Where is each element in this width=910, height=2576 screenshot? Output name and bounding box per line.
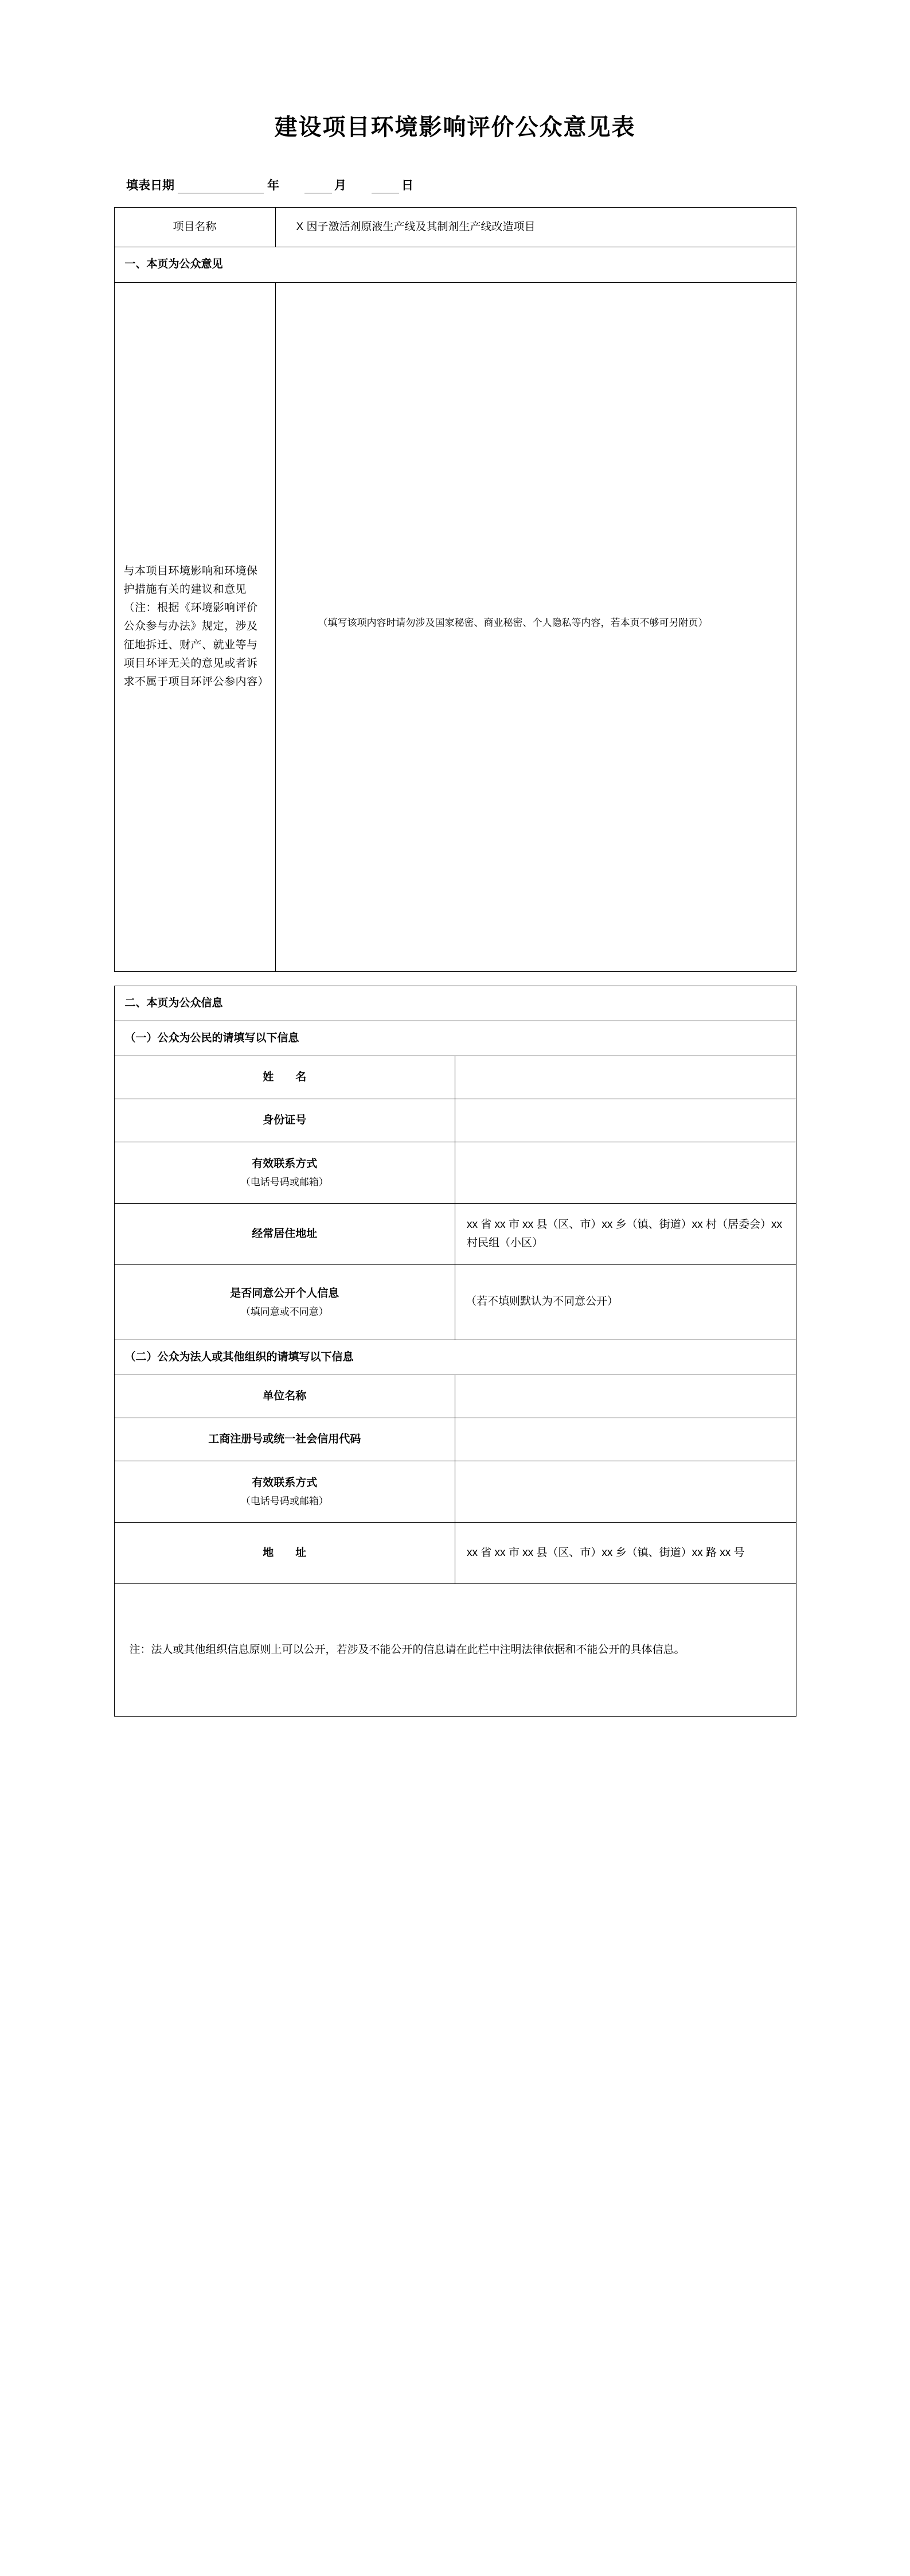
table-row — [114, 1584, 796, 1717]
fill-date-label: 填表日期 — [126, 179, 174, 192]
table-row — [114, 986, 796, 1021]
table-row — [114, 282, 796, 971]
org-address-label: 地 址 — [114, 1523, 455, 1584]
org-name-value[interactable] — [455, 1375, 796, 1418]
table-row — [114, 1523, 796, 1584]
citizen-consent-value[interactable]: （若不填则默认为不同意公开） — [455, 1265, 796, 1340]
org-name-label: 单位名称 — [114, 1375, 455, 1418]
project-name-label: 项目名称 — [114, 208, 275, 247]
org-code-label: 工商注册号或统一社会信用代码 — [114, 1418, 455, 1461]
opinion-input-area[interactable] — [275, 282, 796, 971]
citizen-contact-label-sub: （电话号码或邮箱） — [240, 1176, 329, 1188]
org-contact-label — [114, 1461, 455, 1523]
fill-date-line — [126, 176, 910, 193]
opinion-label: 与本项目环境影响和环境保护措施有关的建议和意见（注：根据《环境影响评价公众参与办法》规定，涉及征地拆迁、财产、就业等与项目环评无关的意见或者诉求不属于项目环评公参内容） — [114, 282, 275, 971]
org-address-value[interactable]: xx 省 xx 市 xx 县（区、市）xx 乡（镇、街道）xx 路 xx 号 — [455, 1523, 796, 1584]
table-row — [114, 1021, 796, 1056]
table-row — [114, 1056, 796, 1099]
citizen-consent-label-main: 是否同意公开个人信息 — [230, 1287, 339, 1299]
subsection-org-title: （二）公众为法人或其他组织的请填写以下信息 — [114, 1340, 796, 1375]
year-blank[interactable] — [178, 181, 264, 193]
citizen-address-value[interactable]: xx 省 xx 市 xx 县（区、市）xx 乡（镇、街道）xx 村（居委会）xx 村民组（小区） — [455, 1204, 796, 1265]
citizen-consent-label-sub: （填同意或不同意） — [240, 1306, 329, 1317]
section-one-title: 一、本页为公众意见 — [114, 247, 796, 282]
public-info-table — [114, 986, 796, 1717]
month-blank[interactable] — [304, 181, 332, 193]
org-footnote: 注：法人或其他组织信息原则上可以公开，若涉及不能公开的信息请在此栏中注明法律依据和不能公开的具体信息。 — [114, 1584, 796, 1717]
citizen-address-label: 经常居住地址 — [114, 1204, 455, 1265]
table-row — [114, 1099, 796, 1142]
opinion-note: （填写该项内容时请勿涉及国家秘密、商业秘密、个人隐私等内容，若本页不够可另附页） — [318, 617, 708, 629]
table-row — [114, 247, 796, 282]
citizen-contact-value[interactable] — [455, 1142, 796, 1204]
table-row — [114, 1265, 796, 1340]
org-code-value[interactable] — [455, 1418, 796, 1461]
day-unit: 日 — [401, 179, 413, 192]
table-row — [114, 1375, 796, 1418]
org-contact-value[interactable] — [455, 1461, 796, 1523]
subsection-citizen-title: （一）公众为公民的请填写以下信息 — [114, 1021, 796, 1056]
bottom-spacer — [0, 1717, 910, 1785]
org-contact-label-sub: （电话号码或邮箱） — [240, 1496, 329, 1507]
day-blank[interactable] — [372, 181, 399, 193]
opinion-table — [114, 207, 796, 972]
citizen-contact-label — [114, 1142, 455, 1204]
table-row — [114, 208, 796, 247]
section-two-title: 二、本页为公众信息 — [114, 986, 796, 1021]
month-unit: 月 — [334, 179, 346, 192]
citizen-name-label: 姓 名 — [114, 1056, 455, 1099]
citizen-consent-label — [114, 1265, 455, 1340]
table-row — [114, 1418, 796, 1461]
table-row — [114, 1340, 796, 1375]
table-row — [114, 1142, 796, 1204]
citizen-contact-label-main: 有效联系方式 — [252, 1157, 318, 1170]
table-row — [114, 1461, 796, 1523]
citizen-name-value[interactable] — [455, 1056, 796, 1099]
page-title: 建设项目环境影响评价公众意见表 — [274, 115, 636, 140]
table-row — [114, 1204, 796, 1265]
citizen-id-label: 身份证号 — [114, 1099, 455, 1142]
citizen-id-value[interactable] — [455, 1099, 796, 1142]
year-unit: 年 — [267, 179, 279, 192]
org-contact-label-main: 有效联系方式 — [252, 1476, 318, 1489]
project-name-value: X 因子激活剂原液生产线及其制剂生产线改造项目 — [275, 208, 796, 247]
